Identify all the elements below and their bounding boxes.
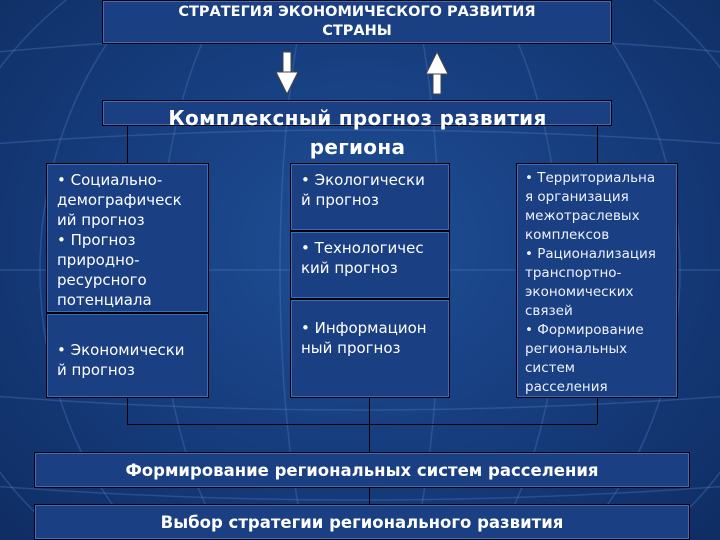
down-arrow-icon bbox=[276, 52, 298, 94]
left-top-box bbox=[46, 163, 209, 313]
strategy-choice-box bbox=[34, 504, 690, 540]
middle-top-box bbox=[290, 163, 450, 231]
middle-top-text: • Экологически й прогноз bbox=[301, 171, 425, 209]
left-bottom-box bbox=[46, 313, 209, 398]
strategy-choice-text: Выбор стратегии регионального развития bbox=[160, 512, 564, 532]
right-text: • Территориальна я организация межотраслевых комплексов • Рационализация транспортно- экономических связей • Формирование региональных систем расселения bbox=[525, 170, 656, 395]
connector-left-down bbox=[127, 398, 128, 424]
connector-bottom-horizontal bbox=[127, 424, 597, 425]
left-top-text: • Социально- демографическ ий прогноз • Прогноз природно- ресурсного потенциала bbox=[57, 171, 182, 309]
middle-middle-text: • Технологичес кий прогноз bbox=[301, 239, 424, 277]
forecast-title-text: Комплексный прогноз развития региона bbox=[168, 106, 547, 159]
left-bottom-text: • Экономически й прогноз bbox=[57, 341, 185, 379]
connector-center-down-2 bbox=[369, 488, 370, 504]
right-box bbox=[516, 163, 678, 398]
connector-center-down bbox=[369, 398, 370, 452]
settlement-box bbox=[34, 452, 690, 488]
middle-bottom-box bbox=[290, 299, 450, 398]
middle-middle-box bbox=[290, 231, 450, 299]
middle-bottom-text: • Информацион ный прогноз bbox=[301, 319, 427, 357]
strategy-title-text: СТРАТЕГИЯ ЭКОНОМИЧЕСКОГО РАЗВИТИЯ СТРАНЫ bbox=[178, 4, 536, 39]
settlement-text: Формирование региональных систем расселения bbox=[125, 460, 599, 480]
up-arrow-icon bbox=[426, 52, 448, 94]
